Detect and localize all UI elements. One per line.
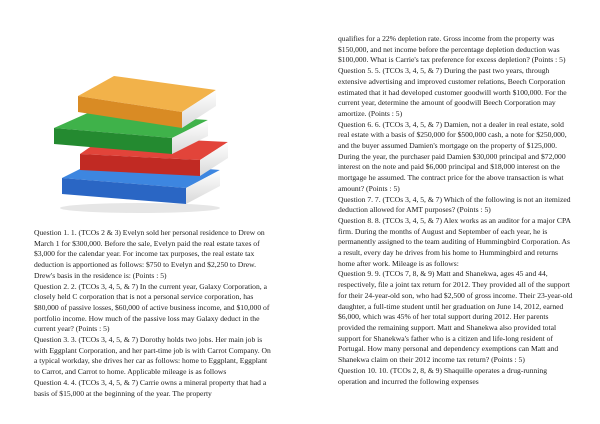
question-1-text: Question 1. 1. (TCOs 2 & 3) Evelyn sold her personal residence to Drew on March 1 for $300,000. Before the sale, Evelyn paid the real estate taxes of $3,000 for the calendar year. For income tax purposes, the real estate tax deduction is apportioned as follows: $750 to Evelyn and $2,250 to Drew. Drew's basis in the residence is: (Points : 5) [34, 228, 265, 280]
question-4-text: Question 4. 4. (TCOs 3, 4, 5, & 7) Carrie owns a mineral property that had a basis of $15,000 at the beginning of the year. The property [34, 377, 267, 398]
question-4-continued-text: qualifies for a 22% depletion rate. Gross income from the property was $150,000, and net income before the percentage depletion deduction was $100,000. What is Carrie's tax preference for excess depletion? (Points : 5) [338, 34, 566, 65]
question-6-text: Question 6. 6. (TCOs 3, 4, 5, & 7) Damien, not a dealer in real estate, sold real estate with a basis of $250,000 for $500,000 cash, a note for $250,000, and the buyer assumed Damien's mortgage on the property of $125,000. During the year, the purchaser paid Damien $30,000 principal and $72,000 interest on the note and paid $6,000 principal and $18,000 interest on the mortgage he assumed. The contract price for the above transaction is what amount? (Points : 5) [338, 119, 567, 193]
question-2-text: Question 2. 2. (TCOs 3, 4, 5, & 7) In the current year, Galaxy Corporation, a closely held C corporation that is not a personal service corporation, has $80,000 of passive losses, $60,000 of active business income, and $10,000 of portfolio income. How much of the passive loss may Galaxy deduct in the current year? (Points : 5) [34, 281, 270, 334]
question-7-text: Question 7. 7. (TCOs 3, 4, 5, & 7) Which of the following is not an itemized deduction allowed for AMT purposes? (Points : 5) [338, 194, 571, 215]
question-8-text: Question 8. 8. (TCOs 3, 4, 5, & 7) Alex works as an auditor for a major CPA firm. During the months of August and September of each year, he is permanently assigned to the team auditing of Hummingbird Corporation. As a result, every day he drives from his home to Hummingbird and returns home after work. Mileage is as follows: [338, 215, 571, 268]
question-9-text: Question 9. 9. (TCOs 7, 8, & 9) Matt and Shanekwa, ages 45 and 44, respectively, file a joint tax return for 2012. They provided all of the support for their 24-year-old son, who had $2,500 of gross income. Their 23-year-old daughter, a full-time student until her graduation on June 14, 2012, earned $6,000, which was 45% of her total support during 2012. Her parents provided the remaining support. Matt and Shanekwa also provided total support for Shanekwa's father who is a citizen and life-long resident of Portugal. How many personal and dependency exemptions can Matt and Shanekwa claim on their 2012 income tax return? (Points : 5) [338, 269, 573, 365]
stack-of-books-icon [40, 62, 236, 214]
question-10-text: Question 10. 10. (TCOs 2, 8, & 9) Shaquille operates a drug-running operation and incurred the following expenses [338, 365, 548, 386]
right-text-column [338, 34, 574, 387]
question-3-text: Question 3. 3. (TCOs 3, 4, 5, & 7) Dorothy holds two jobs. Her main job is with Eggplant Corporation, and her part-time job is with Carrot Company. On a typical workday, she drives her car as follows: home to Eggplant, Eggplant to Carrot, and Carrot to home. Applicable mileage is as follows [34, 335, 271, 377]
question-5-text: Question 5. 5. (TCOs 3, 4, 5, & 7) During the past two years, through extensive advertising and improved customer relations, Beech Corporation estimated that it had developed customer goodwill worth $100,000. For the current year, determine the amount of goodwill Beech Corporation may amortize. (Points : 5) [338, 66, 567, 118]
left-text-column [34, 228, 272, 399]
